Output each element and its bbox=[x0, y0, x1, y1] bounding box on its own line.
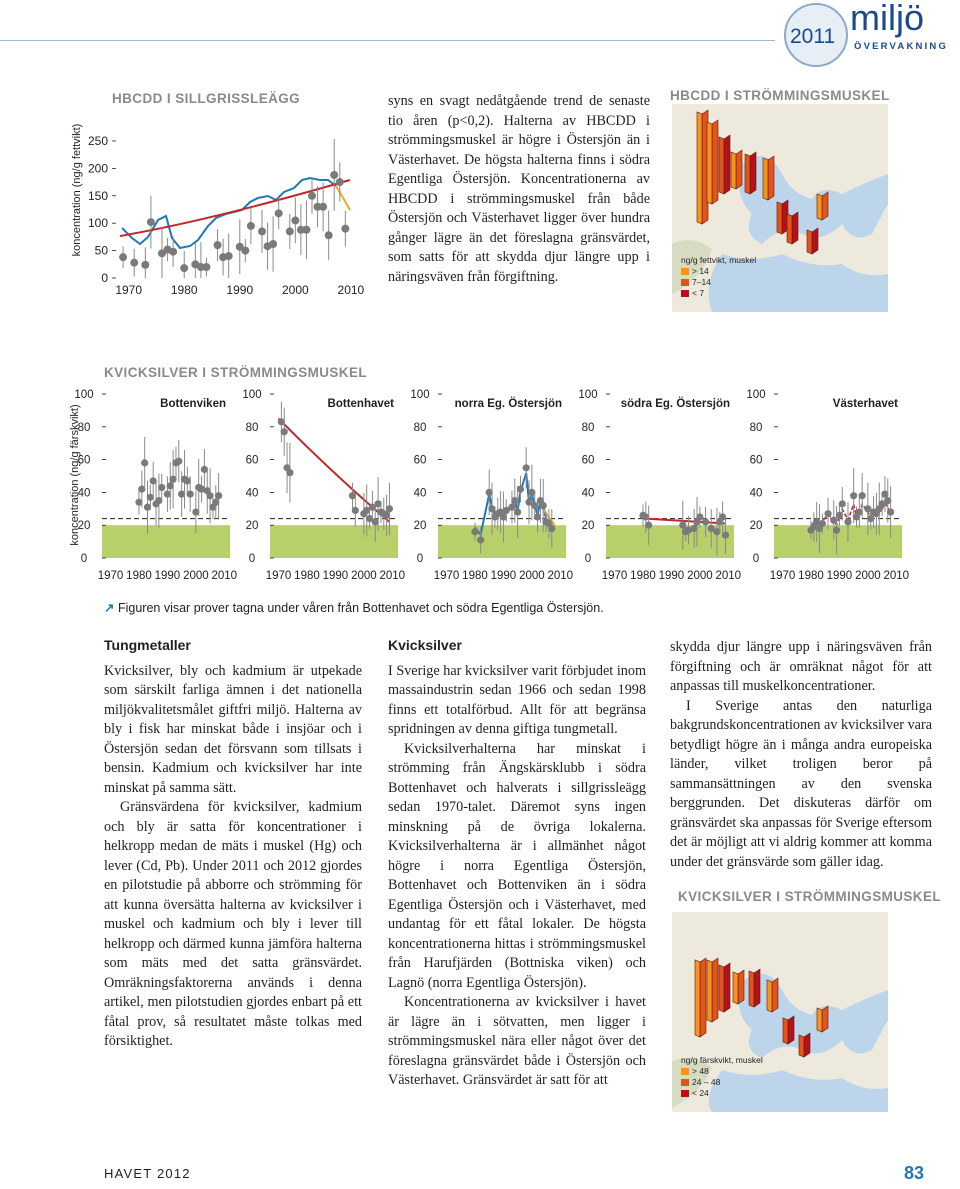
mercury-xtick-label: 2000 bbox=[351, 570, 377, 582]
map-bar-side bbox=[719, 965, 724, 1012]
legend-item-high: > 14 bbox=[681, 266, 756, 277]
legend-title: ng/g färskvikt, muskel bbox=[681, 1055, 763, 1065]
mercury-ytick-label: 40 bbox=[245, 487, 259, 500]
mercury-xtick-label: 1990 bbox=[490, 570, 517, 582]
logo-brand: miljö bbox=[850, 0, 925, 38]
mercury-xtick-label: 2000 bbox=[519, 570, 545, 582]
mercury-ytick-label: 40 bbox=[77, 487, 91, 500]
mercury-point bbox=[517, 486, 524, 493]
hbcdd-ytick-label: 0 bbox=[101, 271, 108, 285]
map-bar bbox=[712, 120, 718, 204]
mercury-point bbox=[352, 507, 359, 514]
map-bar-side bbox=[745, 154, 750, 194]
mercury-ytick-label: 80 bbox=[245, 421, 259, 434]
mercury-xtick-label: 1970 bbox=[97, 570, 124, 582]
mercury-xtick-label: 2010 bbox=[715, 570, 742, 582]
mercury-point bbox=[281, 428, 288, 435]
hbcdd-ytick-label: 100 bbox=[87, 216, 108, 231]
mercury-ylabel: koncentration (ng/g färskvikt) bbox=[69, 404, 81, 546]
legend-swatch bbox=[681, 1079, 689, 1086]
hbcdd-yticks bbox=[88, 134, 116, 285]
hbcdd-point bbox=[291, 216, 299, 224]
mercury-panel-title: Bottenhavet bbox=[327, 398, 394, 410]
mercury-xtick-label: 1990 bbox=[658, 570, 685, 582]
mercury-point bbox=[850, 492, 857, 499]
mercury-xtick-label: 2010 bbox=[379, 570, 406, 582]
legend-title: ng/g fettvikt, muskel bbox=[681, 255, 757, 265]
hbcdd-xtick-label: 1990 bbox=[226, 283, 254, 297]
map-bar-side bbox=[787, 214, 792, 244]
mercury-ytick-label: 60 bbox=[77, 454, 91, 467]
column-3 bbox=[670, 638, 932, 872]
hbcdd-point bbox=[330, 171, 338, 179]
legend-item-low: < 24 bbox=[681, 1088, 763, 1099]
hbcdd-point bbox=[275, 209, 283, 217]
mercury-ytick-label: 0 bbox=[248, 553, 256, 565]
mercury-panel bbox=[746, 389, 909, 582]
map-bar-side bbox=[719, 137, 724, 194]
mercury-point bbox=[819, 520, 826, 527]
mercury-point bbox=[645, 522, 652, 529]
mercury-ytick-label: 40 bbox=[749, 487, 763, 500]
map-bar bbox=[822, 1006, 828, 1032]
map-bar-side bbox=[697, 112, 702, 224]
mercury-point bbox=[386, 505, 393, 512]
mercury-charts-title: KVICKSILVER I STRÖMMINGSMUSKEL bbox=[104, 365, 368, 380]
map-bar bbox=[768, 156, 774, 200]
mercury-point bbox=[215, 492, 222, 499]
map-bar bbox=[812, 228, 818, 254]
hbcdd-xtick-label: 1980 bbox=[170, 283, 198, 297]
mercury-ytick-label: 0 bbox=[80, 553, 88, 565]
mercury-ytick-label: 60 bbox=[245, 454, 259, 467]
hbcdd-ytick-label: 250 bbox=[87, 133, 108, 148]
legend-item-mid: 7–14 bbox=[681, 277, 756, 288]
map-bar bbox=[788, 1016, 794, 1044]
map-bar bbox=[804, 1033, 810, 1057]
hbcdd-point bbox=[302, 226, 310, 234]
mercury-panels bbox=[74, 389, 909, 582]
col3-paragraph: I Sverige antas den naturliga bakgrundskoncentrationen av kvicksilver vara betydligt högre än i många andra europeiska länder, vilket troligen beror på sammansättningen av den svenska berggrunden. Det diskuteras därför om gränsvärdet ska anpassas för Sverige eftersom det är möjligt att vi aldrig kommer att komma under det gränsvärde som gäller idag. bbox=[670, 697, 932, 870]
hbcdd-point bbox=[341, 225, 349, 233]
mercury-point bbox=[477, 536, 484, 543]
safe-band bbox=[270, 525, 398, 558]
mercury-panel-title: södra Eg. Östersjön bbox=[620, 398, 730, 410]
legend-item-low: < 7 bbox=[681, 288, 756, 299]
mercury-ytick-label: 80 bbox=[581, 421, 595, 434]
mercury-ytick-label: 20 bbox=[749, 520, 763, 533]
map-bar-side bbox=[783, 1018, 788, 1044]
mercury-xtick-label: 1970 bbox=[433, 570, 460, 582]
map-bar-side bbox=[733, 972, 738, 1004]
mercury-point bbox=[859, 492, 866, 499]
legend-item-mid: 24 – 48 bbox=[681, 1077, 763, 1088]
map-bar-side bbox=[799, 1035, 804, 1057]
col2-paragraph: I Sverige har kvicksilver varit förbjudet inom massaindustrin sedan 1966 och sedan 1998 finns ett totalförbud. Allt för att begränsa spridningen av denna giftiga tungmetall. bbox=[388, 662, 646, 737]
logo-year: 2011 bbox=[790, 25, 836, 48]
mercury-panel-title: norra Eg. Östersjön bbox=[454, 398, 562, 410]
hbcdd-point bbox=[214, 241, 222, 249]
map-bar-side bbox=[817, 194, 822, 220]
hg-map-legend bbox=[681, 1055, 763, 1099]
map-bar bbox=[750, 152, 756, 194]
hbcdd-ytick-label: 200 bbox=[87, 161, 108, 176]
mercury-xtick-label: 1990 bbox=[322, 570, 349, 582]
mercury-panel bbox=[74, 389, 237, 582]
map-bar bbox=[792, 212, 798, 244]
map-bar bbox=[724, 135, 730, 194]
hbcdd-point bbox=[319, 203, 327, 211]
mercury-xtick-label: 1970 bbox=[769, 570, 796, 582]
hbcdd-xtick-label: 2000 bbox=[281, 283, 309, 297]
mercury-xtick-label: 1980 bbox=[798, 570, 824, 582]
mercury-xtick-label: 2000 bbox=[687, 570, 713, 582]
hbcdd-xtick-label: 1970 bbox=[115, 283, 143, 297]
map-bar bbox=[822, 192, 828, 220]
mercury-xtick-label: 1980 bbox=[630, 570, 656, 582]
mercury-point bbox=[702, 518, 709, 525]
col3-paragraph: skydda djur längre upp i näringsväven från förgiftning och är omräknat något för att anpassas till muskelkoncentrationer. bbox=[670, 639, 932, 694]
map-bar bbox=[738, 970, 744, 1004]
mercury-ytick-label: 100 bbox=[242, 389, 262, 401]
intro-paragraph: syns en svagt nedåtgående trend de senaste tio åren (p<0,2). Halterna av HBCDD i strömmingsmuskel är högre i Östersjön än i Västerhavet. De högsta halterna finns i södra Egentliga Östersjön. Koncentrationerna av HBCDD i strömmingsmuskel från både Östersjön och Västerhavet ligger över hundra gånger lägre än det föreslagna gränsvärdet, som satts för att skydda djur längre upp i näringsväven från förgiftning. bbox=[388, 93, 650, 285]
hg-map-title: KVICKSILVER I STRÖMMINGSMUSKEL bbox=[678, 889, 942, 904]
legend-swatch bbox=[681, 1068, 689, 1075]
legend-item-high: > 48 bbox=[681, 1066, 763, 1077]
hbcdd-point bbox=[147, 218, 155, 226]
mercury-ytick-label: 20 bbox=[581, 520, 595, 533]
hbcdd-point bbox=[180, 264, 188, 272]
mercury-panel bbox=[578, 389, 741, 582]
map-bar bbox=[736, 150, 742, 189]
col2-heading: Kvicksilver bbox=[388, 637, 462, 653]
mercury-panel-title: Västerhavet bbox=[832, 398, 898, 410]
mercury-ytick-label: 100 bbox=[410, 389, 430, 401]
map-bar-side bbox=[707, 122, 712, 204]
mercury-xtick-label: 2010 bbox=[883, 570, 910, 582]
hbcdd-point bbox=[169, 248, 177, 256]
hbcdd-point bbox=[258, 227, 266, 235]
mercury-ytick-label: 20 bbox=[77, 520, 91, 533]
mercury-ytick-label: 60 bbox=[413, 454, 427, 467]
hbcdd-point bbox=[202, 263, 210, 271]
hbcdd-xtick-label: 2010 bbox=[337, 283, 365, 297]
legend-swatch bbox=[681, 268, 689, 275]
mercury-ytick-label: 100 bbox=[578, 389, 598, 401]
hbcdd-point bbox=[119, 253, 127, 261]
mercury-xtick-label: 1980 bbox=[126, 570, 152, 582]
legend-swatch bbox=[681, 279, 689, 286]
mercury-xtick-label: 1990 bbox=[826, 570, 853, 582]
hbcdd-ylabel: koncentration (ng/g fettvikt) bbox=[71, 123, 83, 257]
mercury-panel-title: Bottenviken bbox=[160, 398, 226, 410]
hbcdd-point bbox=[130, 259, 138, 267]
hbcdd-points bbox=[119, 139, 349, 278]
mercury-point bbox=[887, 508, 894, 515]
hbcdd-chart bbox=[62, 100, 372, 300]
legend-swatch bbox=[681, 1090, 689, 1097]
col2-paragraph: Koncentrationerna av kvicksilver i havet är lägre än i sötvatten, men ligger i strömmingsmuskel nära eller något över det föreslagna gränsvärdet både i Östersjön och Västerhavet. Gränsvärdet är satt för att bbox=[388, 994, 646, 1088]
mercury-ytick-label: 80 bbox=[749, 421, 763, 434]
col1-heading: Tungmetaller bbox=[104, 637, 191, 653]
map-bar-side bbox=[807, 230, 812, 254]
hbcdd-point bbox=[247, 222, 255, 230]
hbcdd-point bbox=[225, 252, 233, 260]
map-bar bbox=[754, 969, 760, 1007]
mercury-point bbox=[158, 484, 165, 491]
hbcdd-ytick-label: 150 bbox=[87, 188, 108, 203]
mercury-ytick-label: 100 bbox=[74, 389, 94, 401]
logo bbox=[784, 0, 960, 60]
hbcdd-point bbox=[325, 231, 333, 239]
mercury-point bbox=[187, 490, 194, 497]
map-bar bbox=[700, 958, 706, 1037]
mercury-xtick-label: 1980 bbox=[462, 570, 488, 582]
mercury-point bbox=[141, 459, 148, 466]
top-rule bbox=[0, 40, 775, 41]
mercury-point bbox=[833, 527, 840, 534]
mercury-ytick-label: 60 bbox=[581, 454, 595, 467]
mercury-point bbox=[844, 518, 851, 525]
safe-band bbox=[438, 525, 566, 558]
map-bar-side bbox=[777, 202, 782, 234]
mercury-xtick-label: 1970 bbox=[601, 570, 628, 582]
mercury-xtick-label: 2000 bbox=[183, 570, 209, 582]
figure-caption: Figuren visar prover tagna under våren från Bottenhavet och södra Egentliga Östersjön. bbox=[117, 601, 604, 615]
mercury-ytick-label: 0 bbox=[752, 553, 760, 565]
col2-paragraph: Kvicksilverhalterna har minskat i strömming från Ängskärsklubb i södra Bottenhavet och halverats i sillgrisslеägg sedan 1970-talet. Däremot syns ingen minskning på de övriga lokalerna. Kvicksilverhalterna är i allmänhet något högre i norra Egentliga Östersjön, Bottenhavet och Bottenviken än i södra Egentliga Östersjön och i Västerhavet, med undantag för ett fåtal lokaler. De högsta koncentrationerna hittas i strömmingsmuskel från Harufjärden (Bottniska viken) och Lagnö (norra Egentliga Östersjön). bbox=[388, 740, 646, 991]
map-bar-side bbox=[707, 960, 712, 1022]
mercury-point bbox=[824, 510, 831, 517]
mercury-ytick-label: 0 bbox=[584, 553, 592, 565]
mercury-point bbox=[722, 531, 729, 538]
mercury-panel bbox=[410, 389, 573, 582]
map-bar-side bbox=[695, 960, 700, 1037]
mercury-point bbox=[548, 525, 555, 532]
map-bar-side bbox=[767, 980, 772, 1012]
hbcdd-point bbox=[241, 247, 249, 255]
mercury-point bbox=[471, 528, 478, 535]
logo-subbrand: ÖVERVAKNING bbox=[854, 41, 949, 52]
map-bar bbox=[712, 958, 718, 1022]
mercury-ytick-label: 60 bbox=[749, 454, 763, 467]
hbcdd-ytick-label: 50 bbox=[94, 243, 108, 258]
map-bar bbox=[772, 978, 778, 1012]
hbcdd-point bbox=[286, 227, 294, 235]
mercury-xtick-label: 2010 bbox=[547, 570, 574, 582]
mercury-ytick-label: 20 bbox=[413, 520, 427, 533]
mercury-xtick-label: 1980 bbox=[294, 570, 320, 582]
intro-text bbox=[388, 92, 650, 287]
mercury-point bbox=[523, 464, 530, 471]
hbcdd-smooth-line-end bbox=[336, 186, 350, 210]
mercury-ytick-label: 100 bbox=[746, 389, 766, 401]
mercury-xtick-label: 2000 bbox=[855, 570, 881, 582]
hbcdd-point bbox=[141, 261, 149, 269]
mercury-ytick-label: 40 bbox=[413, 487, 427, 500]
hbcdd-point bbox=[336, 178, 344, 186]
mercury-ytick-label: 80 bbox=[77, 421, 91, 434]
mercury-ytick-label: 20 bbox=[245, 520, 259, 533]
mercury-ytick-label: 0 bbox=[416, 553, 424, 565]
hbcdd-point bbox=[308, 192, 316, 200]
hbcdd-map-title: HBCDD I STRÖMMINGSMUSKEL bbox=[670, 88, 890, 103]
footer-left: HAVET 2012 bbox=[104, 1166, 191, 1181]
map-bar-side bbox=[731, 152, 736, 189]
mercury-point bbox=[696, 513, 703, 520]
legend-swatch bbox=[681, 290, 689, 297]
mercury-point bbox=[175, 458, 182, 465]
mercury-panel bbox=[242, 389, 405, 582]
hbcdd-xticks bbox=[115, 283, 364, 297]
mercury-point bbox=[839, 500, 846, 507]
figure-caption-row bbox=[104, 600, 604, 615]
mercury-xtick-label: 2010 bbox=[211, 570, 238, 582]
map-bar-side bbox=[749, 971, 754, 1007]
hbcdd-map-legend bbox=[681, 255, 756, 299]
mercury-ytick-label: 40 bbox=[581, 487, 595, 500]
mercury-ytick-label: 80 bbox=[413, 421, 427, 434]
hbcdd-chart-title: HBCDD I SILLGRISSLEÄGG bbox=[112, 91, 301, 106]
arrow-icon: ↗ bbox=[104, 601, 115, 615]
map-bar-side bbox=[817, 1008, 822, 1032]
mercury-charts bbox=[62, 380, 952, 590]
column-2 bbox=[388, 636, 646, 1091]
column-1 bbox=[104, 636, 362, 1052]
map-bar bbox=[724, 963, 730, 1012]
mercury-point bbox=[540, 502, 547, 509]
mercury-xtick-label: 1990 bbox=[154, 570, 181, 582]
mercury-xtick-label: 1970 bbox=[265, 570, 292, 582]
safe-band bbox=[102, 525, 230, 558]
hbcdd-point bbox=[269, 240, 277, 248]
map-bar-side bbox=[763, 158, 768, 200]
mercury-point bbox=[514, 508, 521, 515]
page-number: 83 bbox=[904, 1163, 925, 1183]
mercury-point bbox=[286, 469, 293, 476]
col1-paragraph: Gränsvärdena för kvicksilver, kadmium och bly är satta för koncentrationer i helkropp medan de mäts i muskel (Hg) och lever (Cd, Pb). Under 2011 och 2012 gjordes en pilotstudie på abborre och strömming för att kunna översätta halterna av kvicksilver i muskel och kadmium och bly i lever till helkropp och därmed kunna jämföra halterna som mäts med det satta gränsvärdet. Omräkningsfaktorerna används i denna artikel, men pilotstudien gjordes enbart på ett fåtal prov, så resultatet måste tolkas med försiktighet. bbox=[104, 799, 362, 1049]
col1-paragraph: Kvicksilver, bly och kadmium är utpekade som särskilt farliga ämnen i det nationella miljökvalitetsmålet giftfri miljö. Halterna av bly i fisk har minskat både i insjöar och i Östersjön sedan det försvann som tillsats i bensin. Kadmium och kvicksilver har inte minskat på samma sätt. bbox=[104, 662, 362, 796]
